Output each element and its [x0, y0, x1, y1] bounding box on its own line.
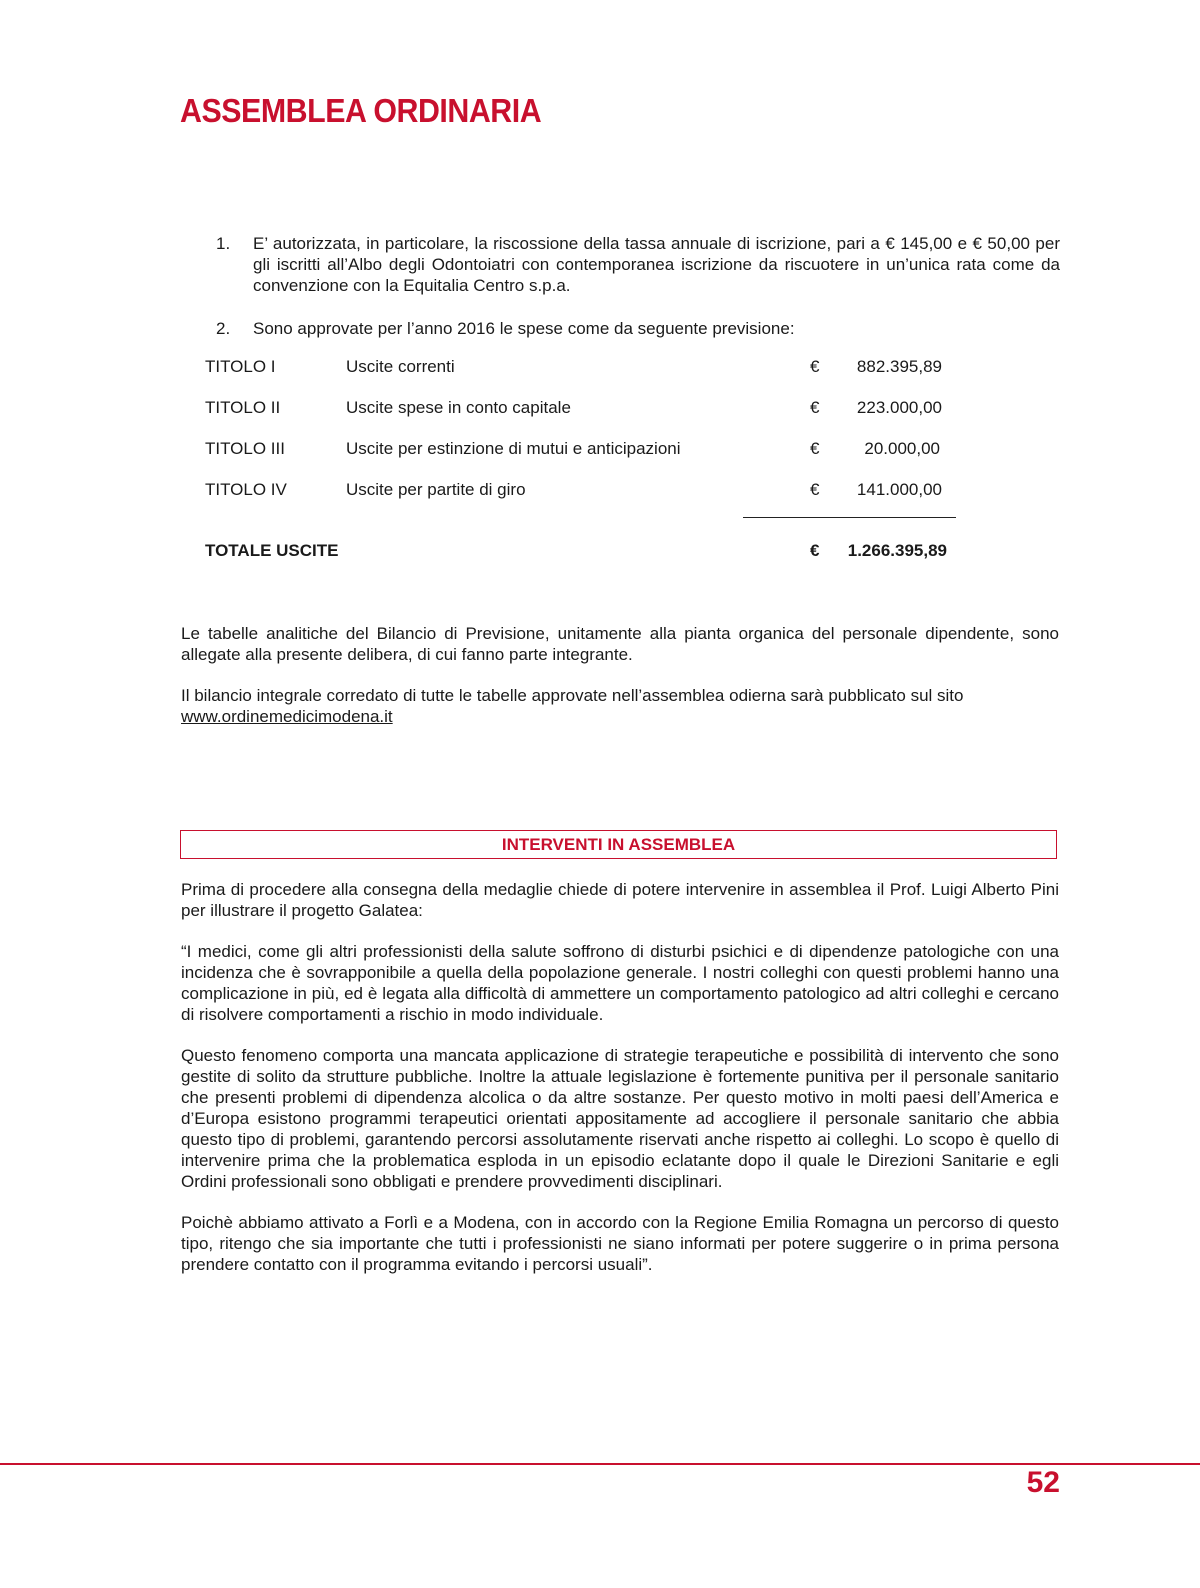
page-title: ASSEMBLEA ORDINARIA	[180, 92, 542, 129]
table-row	[205, 356, 965, 380]
total-currency-symbol: €	[810, 541, 820, 560]
currency-symbol: €	[810, 398, 820, 417]
resolution-list	[216, 233, 1060, 361]
titolo-label: TITOLO I	[205, 357, 276, 376]
expense-description: Uscite per estinzione di mutui e anticipazioni	[346, 439, 681, 458]
total-row	[205, 540, 965, 564]
list-item-text: E’ autorizzata, in particolare, la riscossione della tassa annuale di iscrizione, pari a € 145,00 e € 50,00 per gli iscritti all’Albo degli Odontoiatri con contemporanea iscrizione da riscuotere in un’unica rata come da convenzione con la Equitalia Centro s.p.a.	[253, 234, 1060, 295]
footer-divider	[0, 1463, 1200, 1465]
sum-divider	[743, 517, 956, 518]
interventi-paragraph: Questo fenomeno comporta una mancata applicazione di strategie terapeutiche e possibilità di intervento che sono gestite di solito da strutture pubbliche. Inoltre la attuale legislazione è fortemente punitiva per il personale sanitario che presenti problemi di dipendenza alcolica o da altre sostanze. Per questo motivo in molti paesi dell’America e d’Europa esistono programmi terapeutici orientati appositamente ad accogliere il personale sanitario che abbia questo tipo di problemi, garantendo percorsi assolutamente riservati anche rispetto ai colleghi. Lo scopo è quello di intervenire prima che la problematica esploda in un episodio eclatante dopo il quale le Direzioni Sanitarie e egli Ordini professionali sono obbligati e prendere provvedimenti disciplinari.	[181, 1046, 1059, 1191]
interventi-paragraph: Poichè abbiamo attivato a Forlì e a Modena, con in accordo con la Regione Emilia Romagna un percorso di questo tipo, ritengo che sia importante che tutti i professionisti ne siano informati per potere suggerire o in prima persona prendere contatto con il programma evitando i percorsi usuali”.	[181, 1213, 1059, 1274]
currency-symbol: €	[810, 480, 820, 499]
titolo-label: TITOLO III	[205, 439, 285, 458]
expense-amount: 223.000,00	[856, 398, 942, 417]
list-item-number: 2.	[216, 319, 231, 338]
table-row	[205, 438, 965, 462]
expense-amount: 141.000,00	[856, 480, 942, 499]
table-row	[205, 479, 965, 503]
expense-amount: 882.395,89	[856, 357, 942, 376]
table-row	[205, 397, 965, 421]
expense-amount: 20.000,00	[864, 439, 940, 458]
currency-symbol: €	[810, 439, 820, 458]
expense-description: Uscite correnti	[346, 357, 455, 376]
interventi-paragraph: Prima di procedere alla consegna della medaglie chiede di potere intervenire in assemblea il Prof. Luigi Alberto Pini per illustrare il progetto Galatea:	[181, 880, 1059, 920]
interventi-paragraph: “I medici, come gli altri professionisti della salute soffrono di disturbi psichici e di dipendenze patologiche con una incidenza che è sovrapponibile a quella della popolazione generale. I nostri colleghi con questi problemi hanno una complicazione in più, ed è legata alla difficoltà di ammettere un comportamento patologico ad altri colleghi e cercano di risolvere comportamenti a rischio in modo individuale.	[181, 942, 1059, 1024]
total-label: TOTALE USCITE	[205, 541, 339, 560]
list-item	[216, 318, 1060, 339]
titolo-label: TITOLO II	[205, 398, 281, 417]
page-number: 52	[1026, 1466, 1060, 1499]
section-title: INTERVENTI IN ASSEMBLEA	[501, 834, 736, 854]
expense-description: Uscite per partite di giro	[346, 480, 526, 499]
titolo-label: TITOLO IV	[205, 480, 287, 499]
currency-symbol: €	[810, 357, 820, 376]
bilancio-text: Il bilancio integrale corredato di tutte le tabelle approvate nell’assemblea odierna sarà pubblicato sul sito	[181, 686, 964, 705]
list-item-text: Sono approvate per l’anno 2016 le spese come da seguente previsione:	[253, 319, 795, 338]
website-link[interactable]: www.ordinemedicimodena.it	[181, 707, 393, 726]
expense-description: Uscite spese in conto capitale	[346, 398, 571, 417]
list-item-number: 1.	[216, 234, 231, 253]
bilancio-paragraph	[181, 685, 1059, 727]
total-amount: 1.266.395,89	[847, 541, 947, 560]
section-header-box	[180, 830, 1057, 859]
list-item	[216, 233, 1060, 296]
tabelle-paragraph: Le tabelle analitiche del Bilancio di Previsione, unitamente alla pianta organica del personale dipendente, sono allegate alla presente delibera, di cui fanno parte integrante.	[181, 624, 1059, 664]
